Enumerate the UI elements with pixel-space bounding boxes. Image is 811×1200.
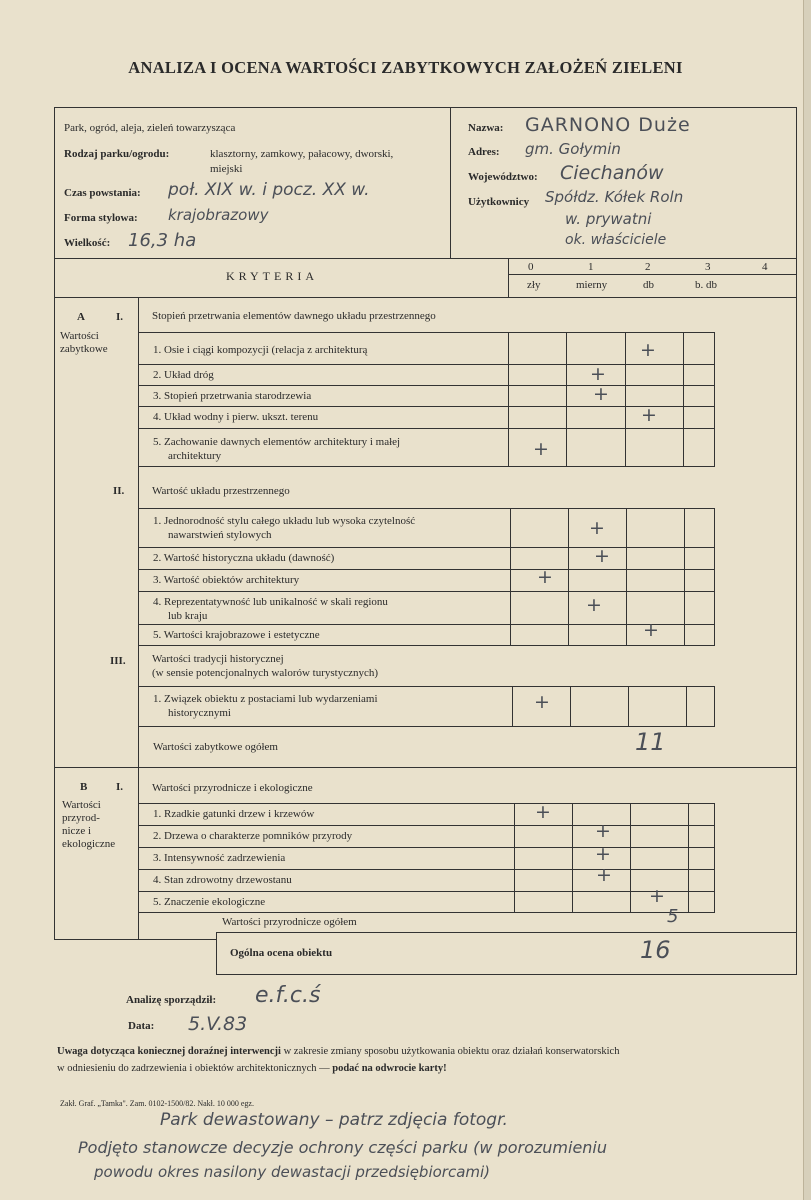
grid-line <box>138 364 715 365</box>
sec-a1-heading: Stopień przetrwania elementów dawnego układu przestrzennego <box>152 310 436 322</box>
row-a2-5: 5. Wartości krajobrazowe i estetyczne <box>153 629 320 641</box>
criteria-header-bottom <box>54 297 797 298</box>
row-a2-4: 4. Reprezentatywność lub unikalność w skali regionu <box>153 596 388 608</box>
uzytkownicy-value-3: ok. właściciele <box>565 232 667 248</box>
czas-value: poł. XIX w. i pocz. XX w. <box>168 180 370 200</box>
mark-b-5: + <box>649 885 665 907</box>
wojewodztwo-label: Województwo: <box>468 171 538 183</box>
sec-a3-heading: Wartości tradycji historycznej <box>152 653 284 665</box>
sec-b-letter: B <box>80 781 88 793</box>
czas-label: Czas powstania: <box>64 187 141 199</box>
wielkosc-value: 16,3 ha <box>128 230 197 251</box>
grid-vline <box>688 803 689 912</box>
grid-line <box>138 891 715 892</box>
sec-a-letter: A <box>77 311 85 323</box>
form-title: ANALIZA I OCENA WARTOŚCI ZABYTKOWYCH ZAŁOŻEŃ ZIELENI <box>128 58 683 77</box>
grid-vline <box>630 803 631 912</box>
grid-vline <box>566 332 567 466</box>
grid-line <box>138 624 715 625</box>
score-label-0: zły <box>527 279 541 291</box>
row-b-5: 5. Znaczenie ekologiczne <box>153 896 266 908</box>
sec-b-name-2: przyrod- <box>62 812 100 824</box>
score-mid-line <box>508 274 796 275</box>
mark-b-1: + <box>535 801 551 823</box>
score-4: 4 <box>762 261 768 273</box>
grid-line <box>138 547 715 548</box>
section-divider-ab <box>54 767 797 768</box>
row-b-3: 3. Intensywność zadrzewienia <box>153 852 286 864</box>
note-line-2 <box>57 1062 447 1075</box>
sec-b-heading: Wartości przyrodnicze i ekologiczne <box>152 782 313 794</box>
grid-vline <box>568 508 569 645</box>
data-value: 5.V.83 <box>188 1013 248 1035</box>
grid-vline <box>714 332 715 466</box>
mark-a1-1: + <box>640 339 656 361</box>
object-type-label: Park, ogród, aleja, zieleń towarzysząca <box>64 122 236 134</box>
handnote-2: Podjęto stanowcze decyzje ochrony części parku (w porozumieniu <box>78 1138 608 1157</box>
frame-right <box>796 107 797 975</box>
row-b-2: 2. Drzewa o charakterze pomników przyrody <box>153 830 353 842</box>
header-divider <box>450 107 451 258</box>
sec-a2-heading: Wartość układu przestrzennego <box>152 485 290 497</box>
mark-a1-5: + <box>533 438 549 460</box>
total-b-value: 5 <box>667 906 679 927</box>
grid-vline <box>686 686 687 726</box>
score-3: 3 <box>705 261 711 273</box>
total-box-top <box>216 932 797 933</box>
row-a1-4: 4. Układ wodny i pierw. ukszt. terenu <box>153 411 319 423</box>
row-a1-5b: architektury <box>168 450 222 462</box>
grid-vline <box>508 332 509 466</box>
sec-a-name: Wartości zabytkowe <box>60 330 108 355</box>
total-b-label: Wartości przyrodnicze ogółem <box>222 916 357 928</box>
mark-a1-4: + <box>641 404 657 426</box>
row-a1-3: 3. Stopień przetrwania starodrzewia <box>153 390 312 402</box>
grid-vline <box>514 803 515 912</box>
grid-line <box>138 569 715 570</box>
grid-vline <box>625 332 626 466</box>
uzytkownicy-value-1: Spółdz. Kółek Roln <box>545 188 684 206</box>
note-line2b: podać na odwrocie karty! <box>332 1063 447 1074</box>
grid-line <box>138 508 715 509</box>
mark-a3-1: + <box>534 691 550 713</box>
note-bold: Uwaga dotycząca koniecznej doraźnej interwencji <box>57 1046 281 1057</box>
grid-line <box>138 332 715 333</box>
row-a2-1: 1. Jednorodność stylu całego układu lub wysoka czytelność <box>153 515 416 527</box>
rodzaj-options-2: miejski <box>210 163 243 175</box>
grid-vline <box>684 508 685 645</box>
grid-vline <box>714 803 715 912</box>
total-a-value: 11 <box>635 728 666 756</box>
score-1: 1 <box>588 261 594 273</box>
adres-value: gm. Gołymin <box>525 140 621 158</box>
grid-line <box>138 869 715 870</box>
grid-line <box>138 428 715 429</box>
sec-b-name-1: Wartości <box>62 799 101 811</box>
score-label-2: db <box>643 279 654 291</box>
adres-label: Adres: <box>468 146 500 158</box>
row-a3-1b: historycznymi <box>168 707 231 719</box>
page-edge <box>803 0 811 1200</box>
frame-bottom-left <box>54 939 216 940</box>
header-bottom <box>54 258 797 259</box>
frame-left <box>54 107 55 940</box>
mark-a2-5: + <box>643 619 659 641</box>
forma-value: krajobrazowy <box>168 206 269 224</box>
sec-b-roman: I. <box>116 781 124 793</box>
sec-b-name-3: nicze i <box>62 825 92 837</box>
kryteria-heading: KRYTERIA <box>226 269 318 283</box>
row-b-4: 4. Stan zdrowotny drzewostanu <box>153 874 292 886</box>
total-box-left <box>216 932 217 975</box>
row-a2-1b: nawarstwień stylowych <box>168 529 272 541</box>
grid-line <box>138 406 715 407</box>
wielkosc-label: Wielkość: <box>64 237 111 249</box>
mark-a2-4: + <box>586 594 602 616</box>
sec-a3-heading-2: (w sensie potencjonalnych walorów turystycznych) <box>152 667 379 679</box>
total-all-label: Ogólna ocena obiektu <box>230 947 333 959</box>
row-b-1: 1. Rzadkie gatunki drzew i krzewów <box>153 808 315 820</box>
grid-vline <box>628 686 629 726</box>
data-label: Data: <box>128 1020 155 1032</box>
section-col-line <box>138 297 139 940</box>
row-a1-5: 5. Zachowanie dawnych elementów architektury i małej <box>153 436 401 448</box>
mark-a2-3: + <box>537 566 553 588</box>
sporzadzil-value: e.f.c.ś <box>255 983 321 1008</box>
grid-vline <box>510 508 511 645</box>
grid-line <box>138 803 715 804</box>
wojewodztwo-value: Ciechanów <box>560 162 664 184</box>
note-line-1 <box>57 1045 619 1058</box>
note-line2a: w odniesieniu do zadrzewienia i obiektów architektonicznych — <box>57 1063 333 1074</box>
handnote-1: Park dewastowany – patrz zdjęcia fotogr. <box>160 1110 508 1130</box>
mark-b-3: + <box>595 843 611 865</box>
rodzaj-options: klasztorny, zamkowy, pałacowy, dworski, <box>210 148 394 160</box>
grid-vline <box>683 332 684 466</box>
total-all-value: 16 <box>640 936 671 964</box>
sec-a3-roman: III. <box>110 655 126 667</box>
mark-a2-1: + <box>589 517 605 539</box>
grid-line <box>138 847 715 848</box>
row-a2-4b: lub kraju <box>168 610 208 622</box>
sec-b-name-4: ekologiczne <box>62 838 116 850</box>
printer-info: Zakł. Graf. „Tamka". Zam. 0102-1500/82. Nakł. 10 000 egz. <box>60 1099 254 1108</box>
score-col-line <box>508 258 509 297</box>
nazwa-label: Nazwa: <box>468 122 504 134</box>
grid-line <box>138 385 715 386</box>
grid-line <box>138 645 715 646</box>
handnote-3: powodu okres nasilony dewastacji przedsiębiorcami) <box>94 1163 491 1181</box>
score-label-1: mierny <box>576 279 608 291</box>
sec-a-roman: I. <box>116 311 124 323</box>
frame-top <box>54 107 797 108</box>
grid-line <box>138 591 715 592</box>
note-rest: w zakresie zmiany sposobu użytkowania obiektu oraz działań konserwatorskich <box>280 1046 620 1057</box>
score-0: 0 <box>528 261 534 273</box>
row-a3-1: 1. Związek obiektu z postaciami lub wydarzeniami <box>153 693 378 705</box>
mark-a2-2: + <box>594 545 610 567</box>
row-a2-3: 3. Wartość obiektów architektury <box>153 574 300 586</box>
score-label-3: b. db <box>695 279 717 291</box>
row-a1-1: 1. Osie i ciągi kompozycji (relacja z architekturą <box>153 344 368 356</box>
grid-vline <box>570 686 571 726</box>
row-a2-2: 2. Wartość historyczna układu (dawność) <box>153 552 335 564</box>
grid-vline <box>714 508 715 645</box>
grid-line <box>138 912 715 913</box>
grid-vline <box>512 686 513 726</box>
total-a-label: Wartości zabytkowe ogółem <box>153 741 278 753</box>
total-box-bottom <box>216 974 797 975</box>
grid-line <box>138 466 715 467</box>
grid-line <box>138 825 715 826</box>
grid-vline <box>626 508 627 645</box>
sporzadzil-label: Analizę sporządził: <box>126 994 217 1006</box>
rodzaj-label: Rodzaj parku/ogrodu: <box>64 148 170 160</box>
uzytkownicy-value-2: w. prywatni <box>565 210 652 228</box>
row-a1-2: 2. Układ dróg <box>153 369 214 381</box>
grid-line <box>138 726 715 727</box>
forma-label: Forma stylowa: <box>64 212 138 224</box>
grid-vline <box>714 686 715 726</box>
mark-a1-2: + <box>590 363 606 385</box>
mark-b-4: + <box>596 864 612 886</box>
nazwa-value: GARNONO Duże <box>525 114 691 136</box>
sec-a2-roman: II. <box>113 485 125 497</box>
mark-a1-3: + <box>593 383 609 405</box>
grid-vline <box>572 803 573 912</box>
mark-b-2: + <box>595 820 611 842</box>
uzytkownicy-label: Użytkownicy <box>468 196 530 208</box>
score-2: 2 <box>645 261 651 273</box>
